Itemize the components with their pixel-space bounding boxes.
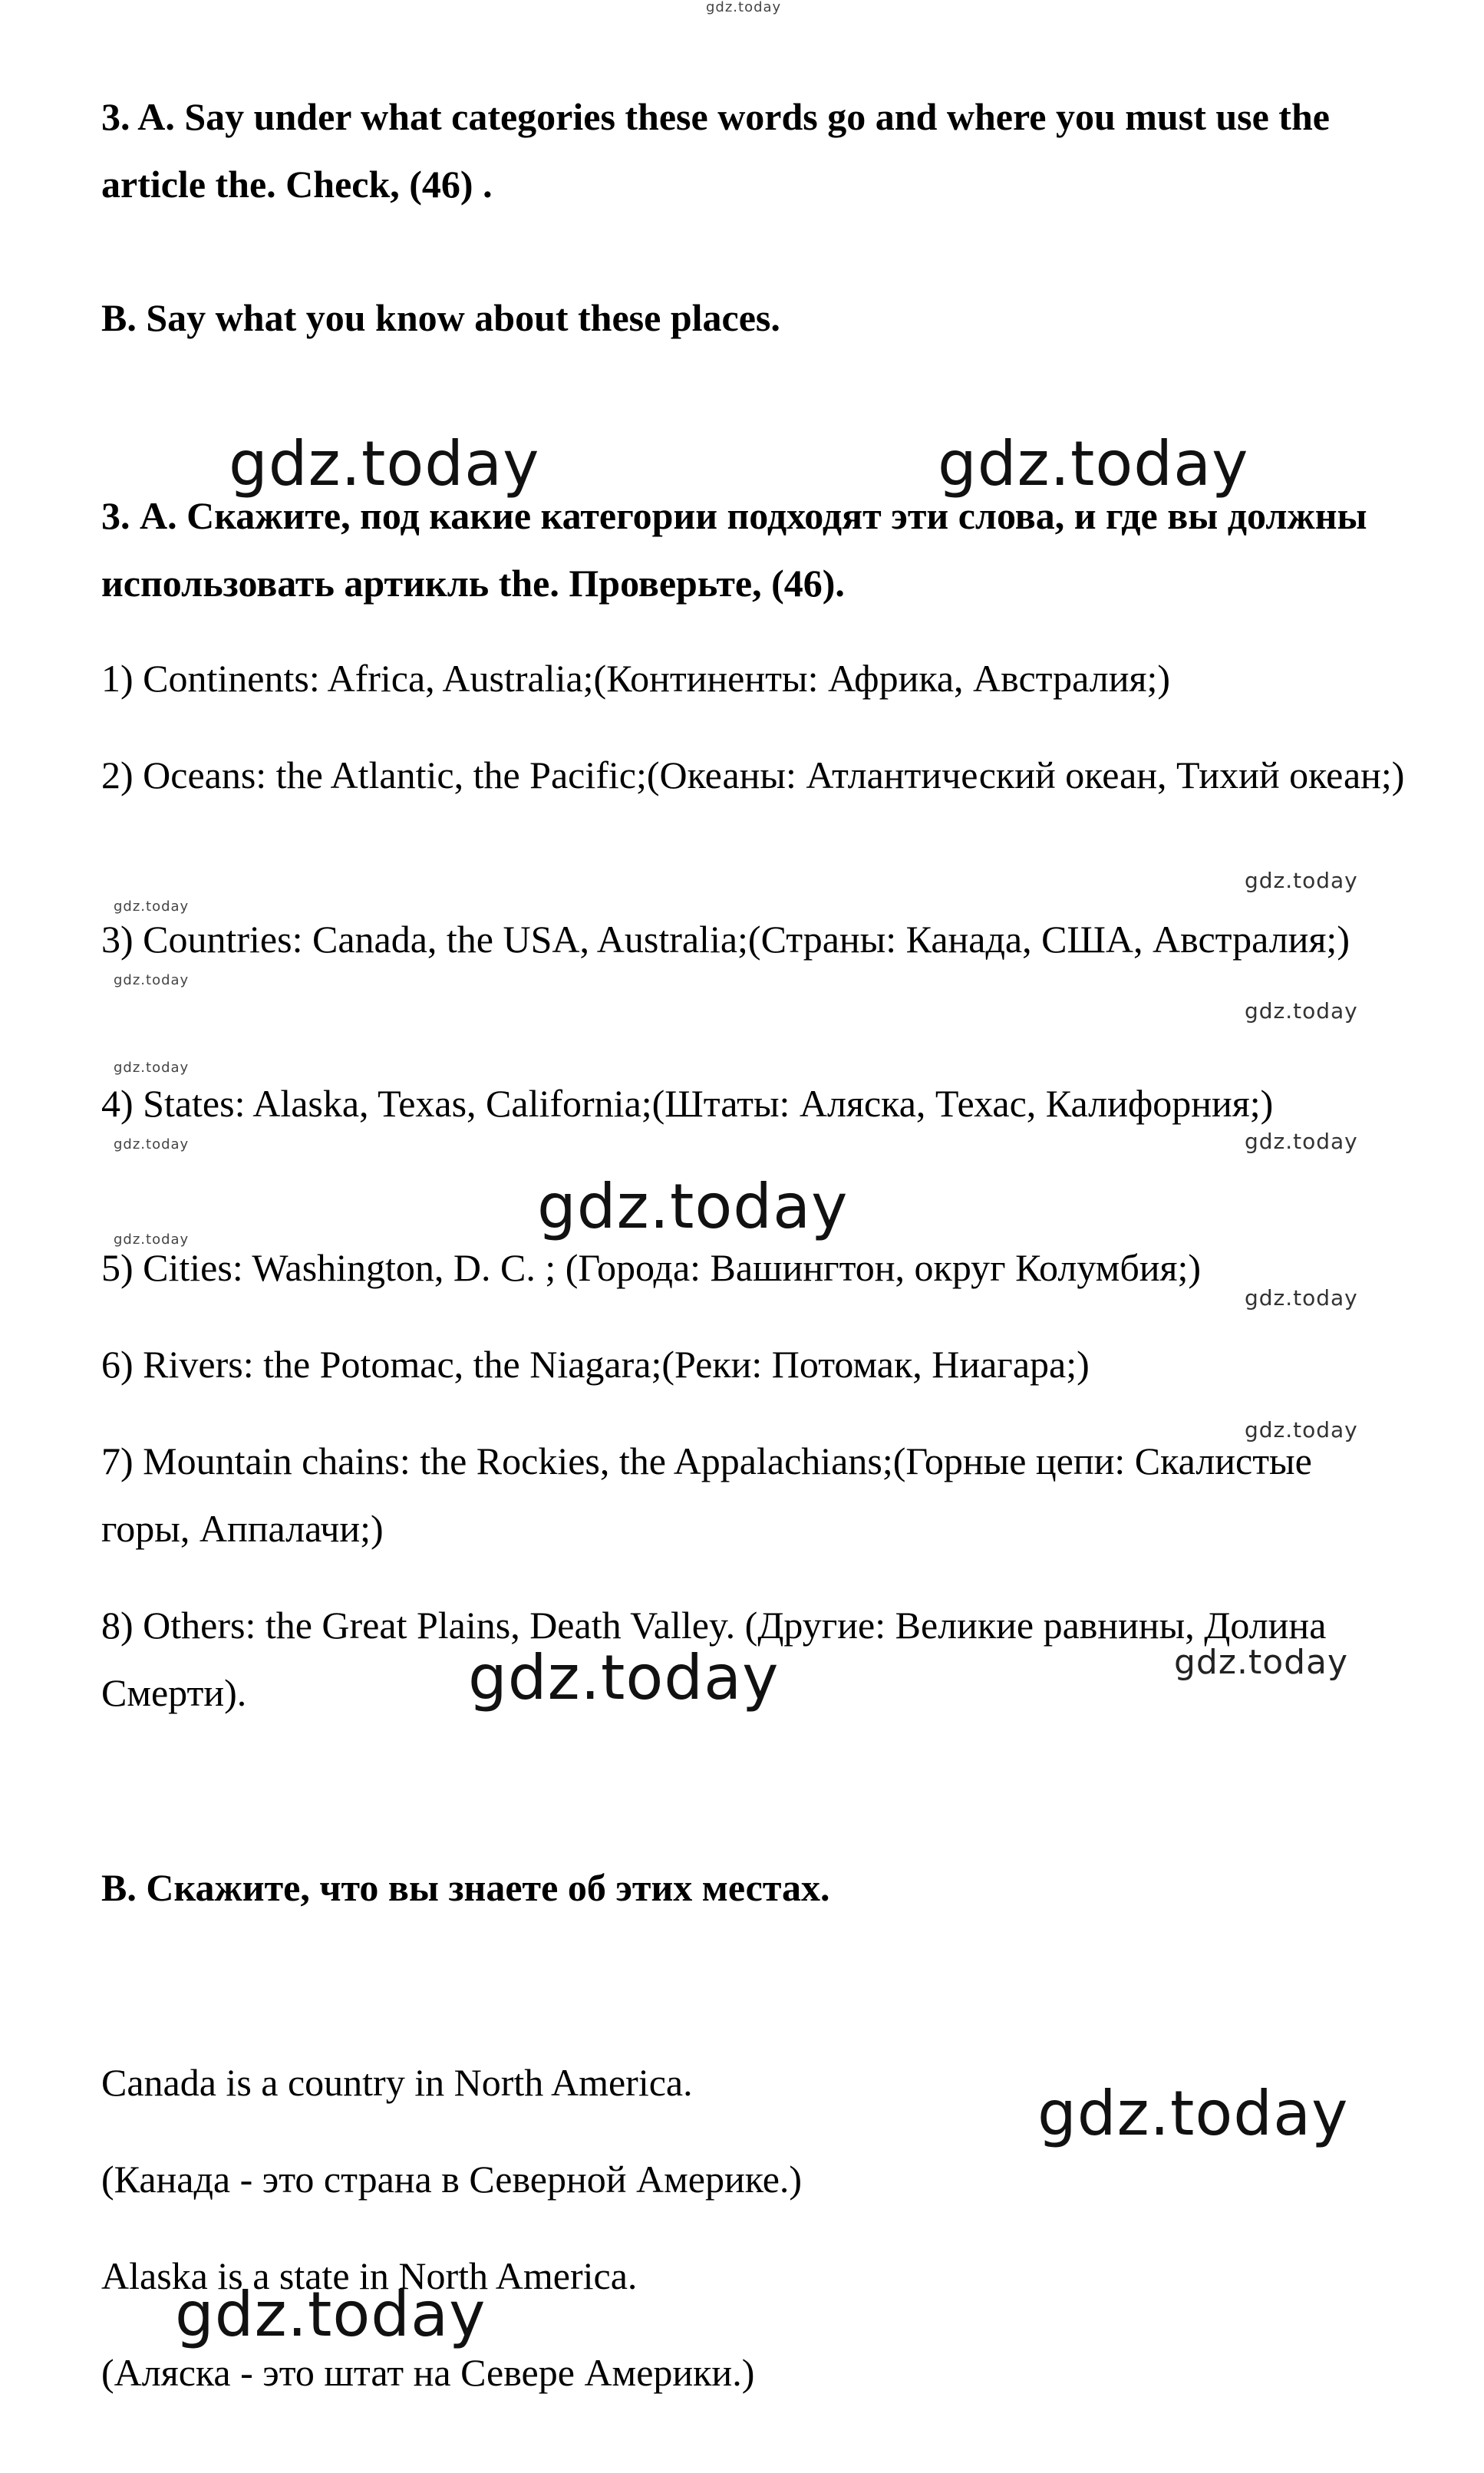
watermark-small-1: gdz.today (1245, 868, 1358, 893)
watermark-top: gdz.today (706, 0, 782, 15)
watermark-large-3: gdz.today (537, 1171, 849, 1242)
watermark-large-2: gdz.today (938, 428, 1249, 500)
watermark-small-4: gdz.today (1245, 1285, 1358, 1311)
watermark-tiny-5: gdz.today (114, 1232, 190, 1248)
watermark-large-4: gdz.today (468, 1642, 780, 1713)
task-heading-b-en: B. Say what you know about these places. (101, 296, 780, 339)
watermark-large-5: gdz.today (1037, 2078, 1349, 2149)
task-heading-a-en: 3. A. Say under what categories these words go and where you must use the article the. Check, (46) . (101, 95, 1330, 206)
watermark-small-2: gdz.today (1245, 998, 1358, 1024)
place-line-4: (Аляска - это штат на Севере Америки.) (101, 2351, 755, 2394)
place-line-1: Canada is a country in North America. (101, 2061, 693, 2104)
watermark-tiny-3: gdz.today (114, 1060, 190, 1076)
answer-item-8: 8) Others: the Great Plains, Death Valley. (Другие: Великие равнины, Долина Смерти). (101, 1604, 1327, 1714)
task-heading-a-ru: 3. А. Скажите, под какие категории подходят эти слова, и где вы должны использовать артикль the. Проверьте, (46). (101, 494, 1367, 605)
answer-item-7: 7) Mountain chains: the Rockies, the Appalachians;(Горные цепи: Скалистые горы, Аппалачи;) (101, 1439, 1312, 1550)
watermark-large-1: gdz.today (229, 428, 540, 500)
place-line-3: Alaska is a state in North America. (101, 2254, 638, 2297)
answer-item-2: 2) Oceans: the Atlantic, the Pacific;(Океаны: Атлантический океан, Тихий океан;) (101, 753, 1405, 796)
watermark-large-6: gdz.today (175, 2279, 486, 2350)
answer-item-6: 6) Rivers: the Potomac, the Niagara;(Реки: Потомак, Ниагара;) (101, 1343, 1090, 1386)
place-line-2: (Канада - это страна в Северной Америке.) (101, 2158, 803, 2201)
answer-item-1: 1) Continents: Africa, Australia;(Континенты: Африка, Австралия;) (101, 657, 1171, 700)
answer-item-3: 3) Countries: Canada, the USA, Australia;(Страны: Канада, США, Австралия;) (101, 918, 1350, 961)
answer-item-4: 4) States: Alaska, Texas, California;(Штаты: Аляска, Техас, Калифорния;) (101, 1082, 1274, 1125)
answer-item-5: 5) Cities: Washington, D. C. ; (Города: Вашингтон, округ Колумбия;) (101, 1246, 1202, 1289)
task-heading-b-ru: B. Скажите, что вы знаете об этих местах. (101, 1866, 830, 1909)
watermark-tiny-2: gdz.today (114, 972, 190, 988)
watermark-tiny-4: gdz.today (114, 1136, 190, 1152)
watermark-tiny-1: gdz.today (114, 899, 190, 915)
watermark-small-3: gdz.today (1245, 1129, 1358, 1154)
watermark-mid-1: gdz.today (1174, 1643, 1349, 1682)
watermark-small-5: gdz.today (1245, 1417, 1358, 1443)
